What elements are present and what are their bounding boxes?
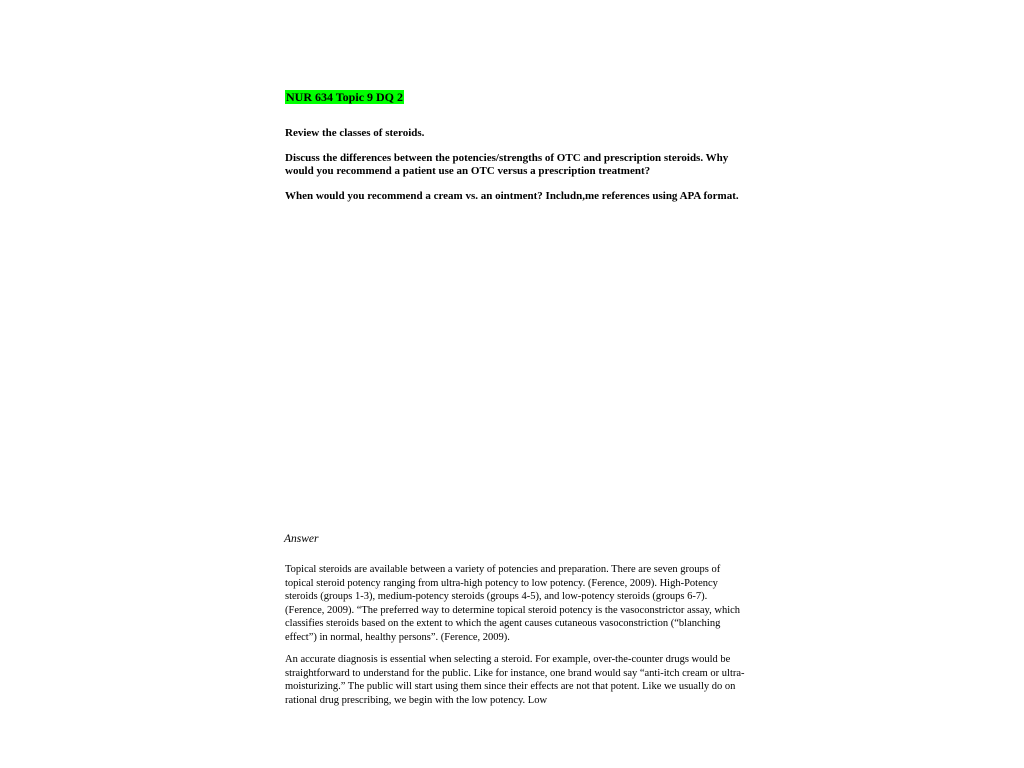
- prompt-cream-vs-ointment: When would you recommend a cream vs. an ointment? Includn,me references using APA format.: [285, 190, 739, 202]
- answer-label: Answer: [284, 533, 319, 545]
- answer-paragraph: An accurate diagnosis is essential when selecting a steroid. For example, over-the-counter drugs would be straightforward to understand for the public. Like for instance, one brand would say “anti-itch cream or ultra-moisturizing.” The public will start using them since their effects are not that potent. Like we usually do on rational drug prescribing, we begin with the low potency. Low: [285, 654, 745, 706]
- answer-paragraph: Topical steroids are available between a variety of potencies and preparation. There are seven groups of topical steroid potency ranging from ultra-high potency to low potency. (Ference, 2009). High-Potency steroids (groups 1-3), medium-potency steroids (groups 4-5), and low-potency steroids (groups 6-7). (Ference, 2009). “The preferred way to determine topical steroid potency is the vasoconstrictor assay, which classifies steroids based on the extent to which the agent causes cutaneous vasoconstriction (“blanching effect”) in normal, healthy persons”. (Ference, 2009).: [285, 564, 741, 643]
- discussion-prompts: [285, 127, 745, 215]
- prompt-review-classes: Review the classes of steroids.: [285, 127, 425, 139]
- title-highlight: NUR 634 Topic 9 DQ 2: [286, 90, 404, 104]
- answer-body: [285, 563, 745, 716]
- document-title: [285, 89, 404, 106]
- prompt-otc-vs-prescription: Discuss the differences between the potencies/strengths of OTC and prescription steroids. Why would you recommend a patient use an OTC versus a prescription treatment?: [285, 152, 729, 177]
